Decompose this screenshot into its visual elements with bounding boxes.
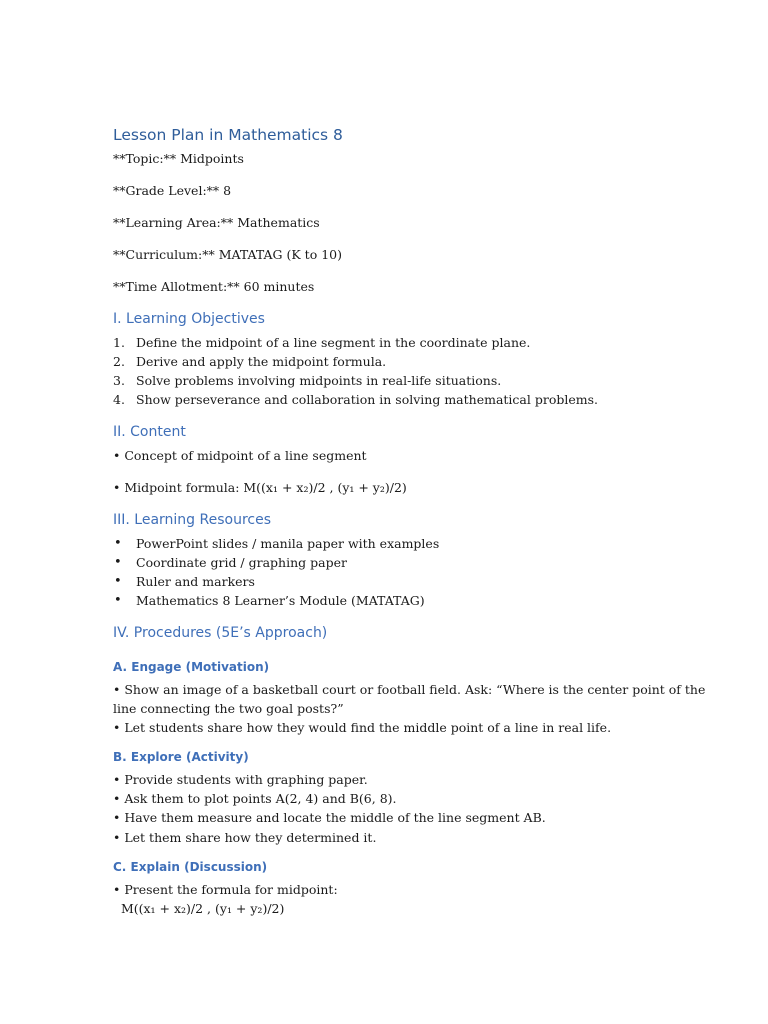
list-number: 3.: [113, 373, 125, 388]
meta-curriculum: **Curriculum:** MATATAG (K to 10): [113, 247, 342, 262]
objectives-heading: I. Learning Objectives: [113, 311, 265, 327]
engage-line: line connecting the two goal posts?”: [113, 701, 344, 716]
explore-line: • Have them measure and locate the middle of the line segment AB.: [113, 810, 546, 825]
resource-item: [0, 572, 768, 592]
objective-text: Derive and apply the midpoint formula.: [136, 354, 387, 369]
objective-text: Define the midpoint of a line segment in the coordinate plane.: [136, 335, 531, 350]
meta-grade-level: **Grade Level:** 8: [113, 183, 232, 198]
bullet-icon: •: [114, 574, 122, 589]
resource-text: Ruler and markers: [136, 574, 255, 589]
meta-time-allotment: **Time Allotment:** 60 minutes: [113, 279, 315, 294]
resource-text: Mathematics 8 Learner’s Module (MATATAG): [136, 593, 425, 608]
content-item: • Midpoint formula: M((x₁ + x₂)/2 , (y₁ + y₂)/2): [113, 480, 407, 495]
objective-item: [0, 390, 768, 410]
list-number: 1.: [113, 335, 125, 350]
list-number: 4.: [113, 392, 125, 407]
objective-text: Show perseverance and collaboration in solving mathematical problems.: [136, 392, 598, 407]
resource-item: [0, 534, 768, 554]
bullet-icon: •: [114, 593, 122, 608]
engage-line: • Show an image of a basketball court or football field. Ask: “Where is the center point of the: [113, 682, 706, 697]
resource-item: [0, 553, 768, 573]
objective-text: Solve problems involving midpoints in real-life situations.: [136, 373, 502, 388]
content-item: • Concept of midpoint of a line segment: [113, 448, 367, 463]
resource-text: PowerPoint slides / manila paper with examples: [136, 536, 440, 551]
procedures-heading: IV. Procedures (5E’s Approach): [113, 625, 328, 641]
explain-formula: M((x₁ + x₂)/2 , (y₁ + y₂)/2): [113, 901, 285, 916]
resources-heading: III. Learning Resources: [113, 512, 272, 528]
page-title: Lesson Plan in Mathematics 8: [113, 126, 343, 144]
explore-line: • Provide students with graphing paper.: [113, 772, 368, 787]
explain-line: • Present the formula for midpoint:: [113, 882, 338, 897]
engage-heading: A. Engage (Motivation): [113, 660, 270, 674]
resource-item: [0, 591, 768, 611]
resource-text: Coordinate grid / graphing paper: [136, 555, 347, 570]
objective-item: [0, 333, 768, 353]
content-heading: II. Content: [113, 424, 186, 440]
meta-learning-area: **Learning Area:** Mathematics: [113, 215, 320, 230]
engage-line: • Let students share how they would find the middle point of a line in real life.: [113, 720, 612, 735]
meta-topic: **Topic:** Midpoints: [113, 151, 244, 166]
list-number: 2.: [113, 354, 125, 369]
objective-item: [0, 352, 768, 372]
explore-heading: B. Explore (Activity): [113, 750, 249, 764]
objective-item: [0, 371, 768, 391]
explore-line: • Let them share how they determined it.: [113, 830, 377, 845]
explore-line: • Ask them to plot points A(2, 4) and B(6, 8).: [113, 791, 397, 806]
explain-heading: C. Explain (Discussion): [113, 860, 268, 874]
bullet-icon: •: [114, 555, 122, 570]
bullet-icon: •: [114, 536, 122, 551]
